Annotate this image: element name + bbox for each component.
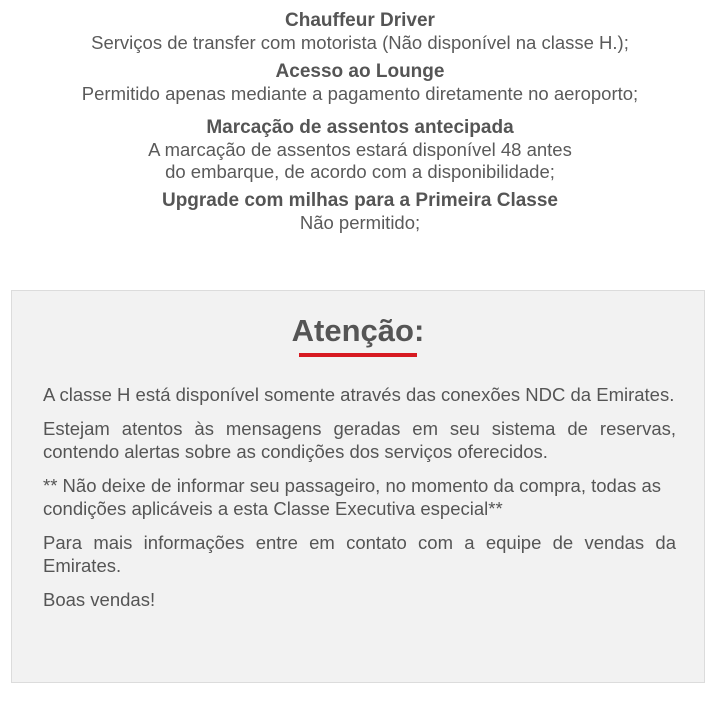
service-chauffeur <box>0 10 720 54</box>
service-description: do embarque, de acordo com a disponibilidade; <box>165 161 555 182</box>
attention-box <box>11 290 705 683</box>
service-title: Marcação de assentos antecipada <box>206 117 514 138</box>
service-seat-selection <box>0 117 720 183</box>
service-description: A marcação de assentos estará disponível 48 antes <box>148 139 572 160</box>
notice-paragraph: Para mais informações entre em contato com a equipe de vendas da Emirates. <box>43 532 676 576</box>
attention-body <box>43 383 676 622</box>
service-title: Upgrade com milhas para a Primeira Classe <box>161 190 558 211</box>
services-list <box>0 10 720 241</box>
service-description: Permitido apenas mediante a pagamento diretamente no aeroporto; <box>81 83 639 104</box>
service-title: Chauffeur Driver <box>285 10 435 31</box>
title-underline <box>299 353 417 357</box>
attention-title: Atenção: <box>291 313 425 348</box>
service-description: Não permitido; <box>299 212 421 233</box>
notice-paragraph: Estejam atentos às mensagens geradas em seu sistema de reservas, contendo alertas sobre as condições dos serviços oferecidos. <box>43 418 676 462</box>
service-lounge <box>0 61 720 105</box>
notice-paragraph: A classe H está disponível somente através das conexões NDC da Emirates. <box>43 384 675 405</box>
service-description: Serviços de transfer com motorista (Não disponível na classe H.); <box>91 32 629 53</box>
notice-paragraph: ** Não deixe de informar seu passageiro, no momento da compra, todas as condições aplicáveis a esta Classe Executiva especial** <box>43 475 662 519</box>
service-upgrade <box>0 190 720 234</box>
closing-text: Boas vendas! <box>43 589 156 610</box>
service-title: Acesso ao Lounge <box>275 61 445 82</box>
